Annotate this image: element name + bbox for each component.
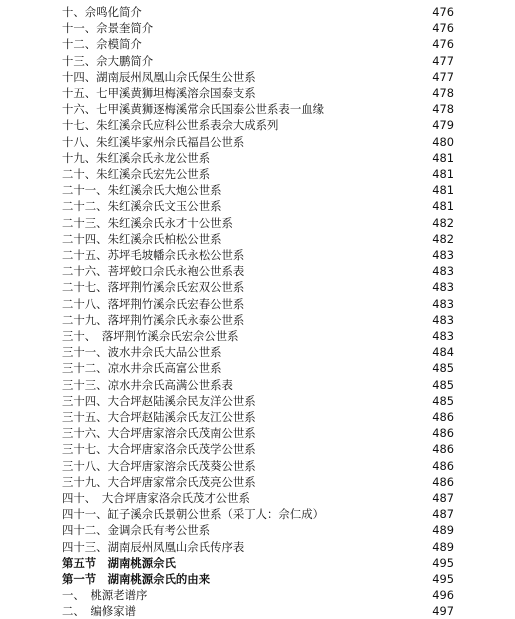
- toc-entry-title: 十七、朱红溪佘氏应科公世系表佘大成系列: [62, 118, 279, 133]
- toc-entry-page-number: 477: [432, 53, 454, 68]
- toc-entry: [0, 344, 515, 360]
- toc-entry-title: 三十五、大合坪赵陆溪佘氏友江公世系: [62, 410, 256, 424]
- toc-entry-page-number: 486: [432, 442, 454, 457]
- toc-entry-page-number: 486: [432, 458, 454, 473]
- toc-entry-title: 第一节 湖南桃源佘氏的由来: [62, 572, 211, 586]
- toc-entry-page-number: 487: [432, 507, 454, 522]
- toc-entry-page-number: 481: [432, 150, 454, 165]
- toc-entry: [0, 182, 515, 198]
- toc-entry-page-number: 477: [432, 69, 454, 84]
- toc-entry: [0, 328, 515, 344]
- toc-entry-page-number: 481: [432, 167, 454, 181]
- toc-entry-page-number: 482: [432, 215, 454, 230]
- toc-entry-page-number: 476: [432, 37, 454, 52]
- toc-entry: [0, 312, 515, 328]
- toc-entry: [0, 441, 515, 457]
- toc-entry-page-number: 485: [432, 361, 454, 376]
- toc-entry-title: 三十六、大合坪唐家溶佘氏茂南公世系: [62, 426, 256, 441]
- toc-entry-page-number: 478: [432, 86, 454, 100]
- toc-entry: [0, 53, 515, 69]
- toc-entry: [0, 198, 515, 214]
- toc-entry-page-number: 486: [432, 426, 454, 441]
- toc-entry-page-number: 478: [432, 102, 454, 117]
- toc-entry: [0, 231, 515, 247]
- toc-entry: [0, 458, 515, 474]
- toc-entry-title: 四十一、缸子溪佘氏景朝公世系（采丁人：佘仁成）: [62, 507, 324, 522]
- toc-entry-page-number: 495: [432, 572, 454, 586]
- toc-entry-page-number: 483: [432, 329, 454, 343]
- toc-entry: [0, 377, 515, 393]
- toc-entry-title: 三十二、凉水井佘氏高富公世系: [62, 361, 222, 376]
- toc-entry-title: 十一、佘景奎简介: [62, 21, 154, 36]
- toc-entry: [0, 215, 515, 231]
- toc-entry-title: 三十七、大合坪唐家洛佘氏茂学公世系: [62, 442, 256, 457]
- toc-entry-title: 二十三、朱红溪佘氏永才十公世系: [62, 215, 233, 230]
- toc-entry-page-number: 485: [432, 393, 454, 408]
- toc-entry-title: 三十、 落坪荆竹溪佘氏宏佘公世系: [62, 329, 239, 343]
- toc-entry-title: 四十三、湖南辰州凤凰山佘氏传序表: [62, 539, 245, 554]
- toc-entry-title: 四十二、金调佘氏有考公世系: [62, 523, 211, 538]
- toc-entry-page-number: 483: [432, 296, 454, 311]
- toc-entry-title: 十八、朱红溪毕家州佘氏福昌公世系: [62, 134, 245, 149]
- toc-entry: [0, 360, 515, 376]
- toc-entry-title: 三十四、大合坪赵陆溪佘民友洋公世系: [62, 393, 256, 408]
- toc-entry: [0, 490, 515, 506]
- toc-entry-page-number: 497: [432, 604, 454, 619]
- toc-entry-page-number: 486: [432, 474, 454, 489]
- toc-entry-page-number: 495: [432, 555, 454, 570]
- toc-entry-page-number: 485: [432, 377, 454, 392]
- toc-entry-page-number: 489: [432, 523, 454, 538]
- toc-entry-title: 十二、佘模简介: [62, 37, 142, 52]
- toc-entry-title: 二十五、苏坪毛坡幡佘氏永松公世系: [62, 248, 245, 262]
- toc-entry-page-number: 481: [432, 183, 454, 198]
- toc-entry: [0, 4, 515, 20]
- toc-entry-title: 二十二、朱红溪佘氏文玉公世系: [62, 199, 222, 214]
- toc-entry-title: 十四、湖南辰州凤凰山佘氏保生公世系: [62, 69, 256, 84]
- toc-entry-page-number: 476: [432, 21, 454, 36]
- toc-entry-page-number: 496: [432, 588, 454, 603]
- toc-entry-title: 十六、七甲溪黄狮逐梅溪常佘氏国泰公世系表一血缘: [62, 102, 324, 117]
- toc-entry: [0, 134, 515, 150]
- toc-entry: [0, 279, 515, 295]
- toc-entry: [0, 425, 515, 441]
- toc-entry-title: 三十九、大合坪唐家常佘氏茂亮公世系: [62, 474, 256, 489]
- toc-entry: [0, 101, 515, 117]
- toc-entry-page-number: 489: [432, 539, 454, 554]
- toc-entry: [0, 117, 515, 133]
- toc-entry: [0, 506, 515, 522]
- toc-entry-title: 二十八、落坪荆竹溪佘氏宏春公世系: [62, 296, 245, 311]
- toc-entry: [0, 474, 515, 490]
- toc-entry-page-number: 483: [432, 248, 454, 262]
- toc-entry-title: 三十八、大合坪唐家溶佘氏茂葵公世系: [62, 458, 256, 473]
- toc-entry: [0, 36, 515, 52]
- toc-entry-title: 十九、朱红溪佘氏永龙公世系: [62, 150, 211, 165]
- toc-entry: [0, 409, 515, 425]
- toc-entry-page-number: 483: [432, 264, 454, 279]
- toc-entry-page-number: 487: [432, 491, 454, 505]
- toc-entry: [0, 393, 515, 409]
- toc-entry: [0, 296, 515, 312]
- toc-entry: [0, 522, 515, 538]
- toc-entry-title: 二十九、落坪荆竹溪佘氏永泰公世系: [62, 312, 245, 327]
- toc-entry: [0, 166, 515, 182]
- toc-entry-page-number: 476: [432, 5, 454, 19]
- toc-entry: [0, 20, 515, 36]
- toc-entry-page-number: 482: [432, 231, 454, 246]
- toc-entry-title: 三十三、凉水井佘氏高满公世系表: [62, 377, 233, 392]
- toc-entry-title: 二十四、朱红溪佘氏柏松公世系: [62, 231, 222, 246]
- toc-entry: [0, 69, 515, 85]
- toc-entry-title: 十、佘鸣化简介: [62, 5, 142, 19]
- toc-entry: [0, 571, 515, 587]
- toc-entry-page-number: 481: [432, 199, 454, 214]
- toc-entry: [0, 247, 515, 263]
- toc-entry: [0, 150, 515, 166]
- toc-entry: [0, 555, 515, 571]
- toc-entry-page-number: 484: [432, 345, 454, 360]
- toc-entry-page-number: 479: [432, 118, 454, 133]
- toc-entry: [0, 539, 515, 555]
- toc-entry-title: 二、 编修家谱: [62, 604, 137, 619]
- toc-entry-title: 二十七、落坪荆竹溪佘氏宏双公世系: [62, 280, 245, 295]
- toc-entry-title: 三十一、波水井佘氏大品公世系: [62, 345, 222, 360]
- toc-entry-title: 四十、 大合坪唐家洛佘氏茂才公世系: [62, 491, 250, 505]
- toc-entry-page-number: 483: [432, 312, 454, 327]
- toc-entry-title: 二十、朱红溪佘氏宏先公世系: [62, 167, 211, 181]
- toc-entry-title: 一、 桃源老谱序: [62, 588, 148, 603]
- toc-entry: [0, 263, 515, 279]
- toc-entry-page-number: 486: [432, 410, 454, 424]
- toc-entry-page-number: 480: [432, 134, 454, 149]
- toc-entry-page-number: 483: [432, 280, 454, 295]
- toc-entry-title: 第五节 湖南桃源佘氏: [62, 555, 176, 570]
- toc-entry: [0, 587, 515, 603]
- toc-entry-title: 二十六、菩坪蛟口佘氏永袍公世系表: [62, 264, 245, 279]
- toc-entry-title: 十三、佘大鹏简介: [62, 53, 154, 68]
- toc-entry-title: 二十一、朱红溪佘氏大炮公世系: [62, 183, 222, 198]
- toc-entry: [0, 85, 515, 101]
- toc-entry-title: 十五、七甲溪黄狮坦梅溪溶佘国泰支系: [62, 86, 256, 100]
